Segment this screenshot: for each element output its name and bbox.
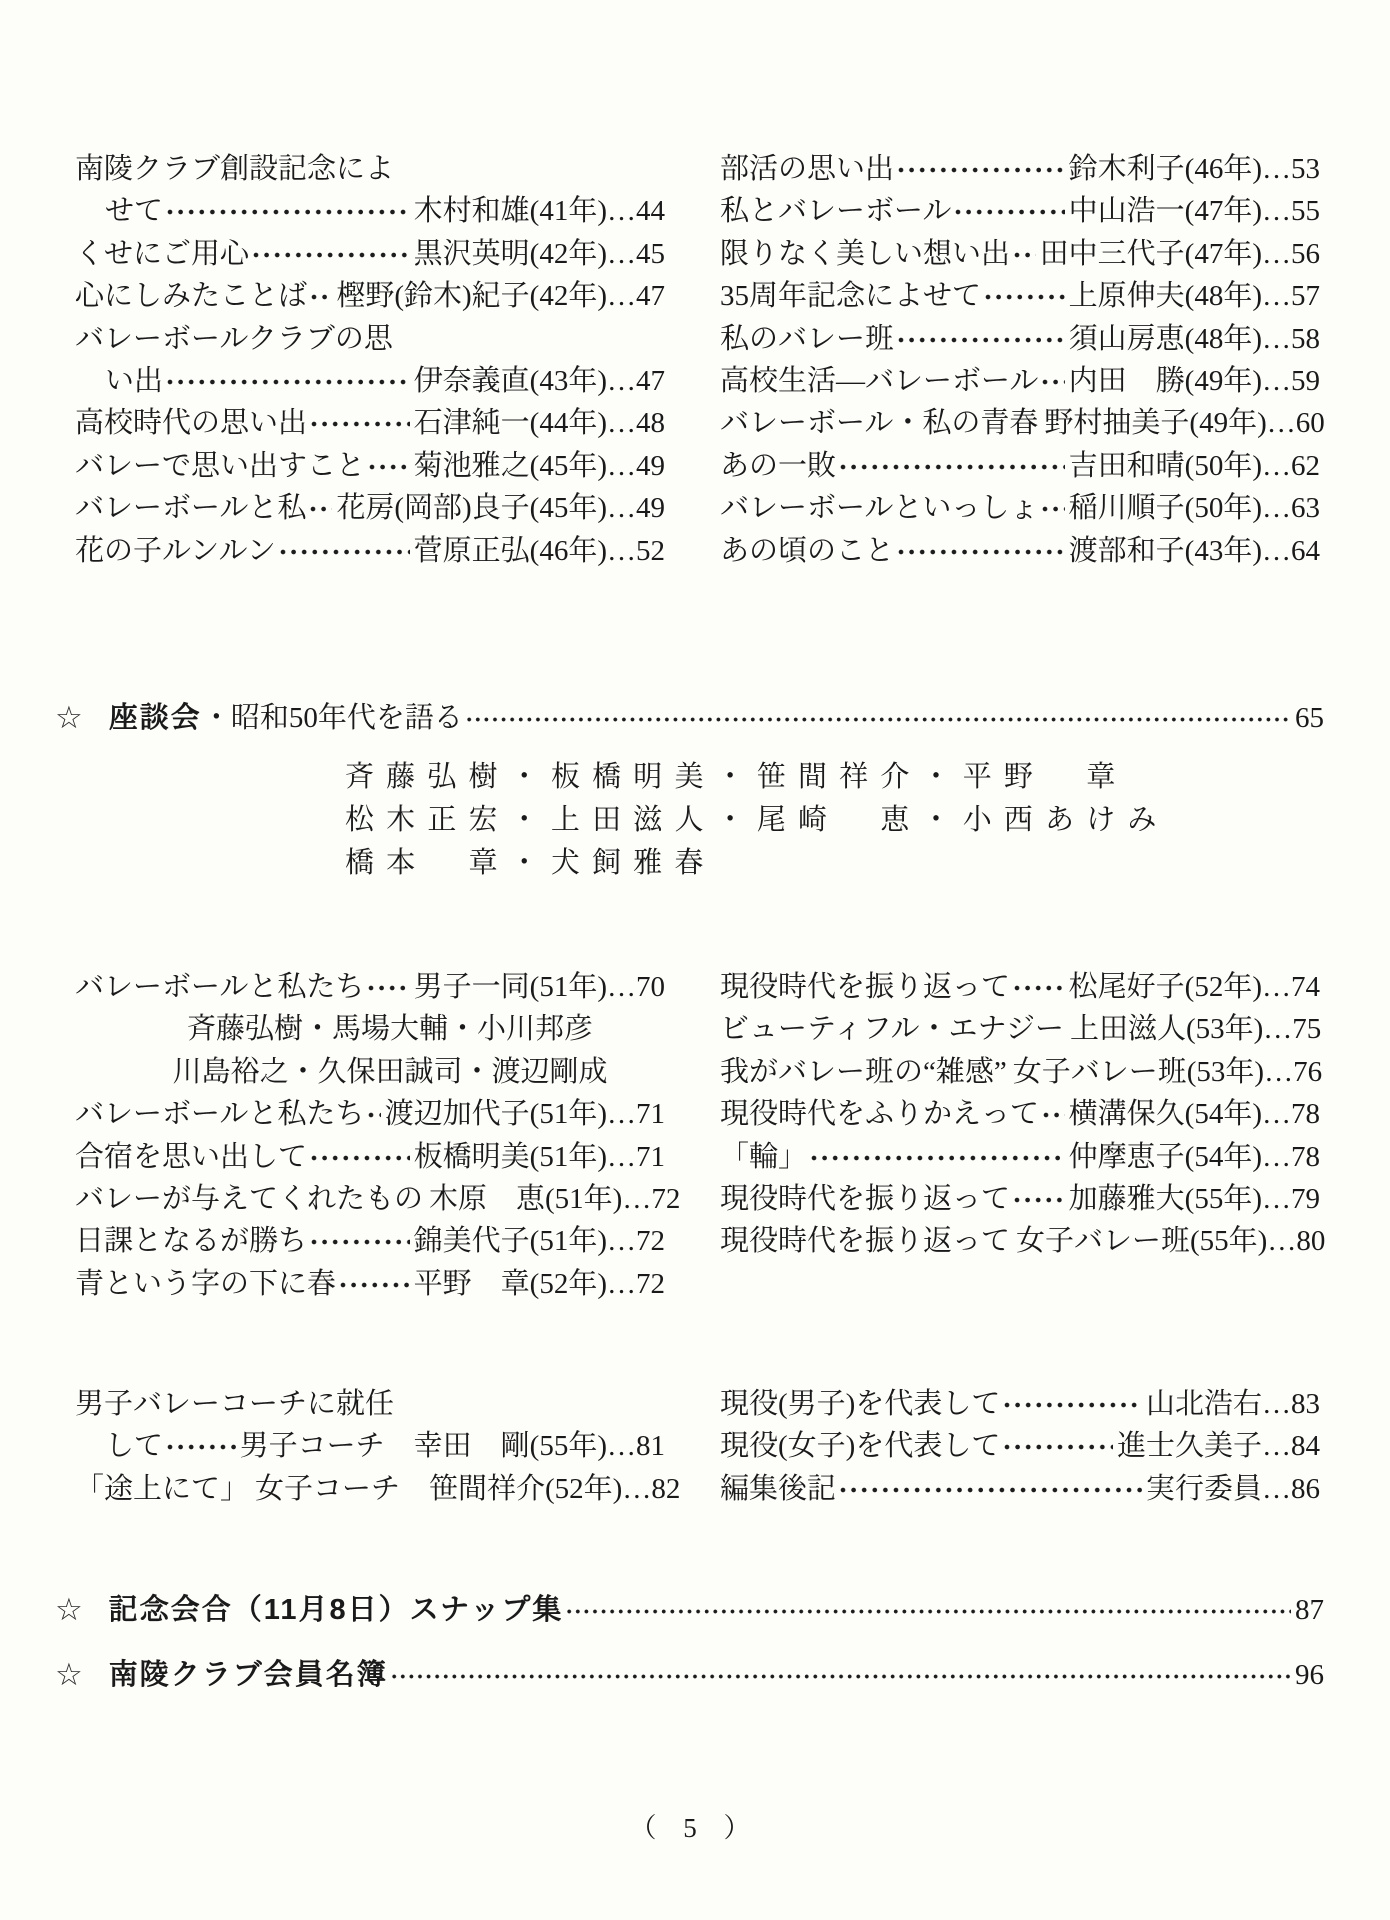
entry-page-ref: 82 xyxy=(651,1472,681,1505)
appendix-entry xyxy=(55,1588,1324,1632)
toc-entry xyxy=(720,1093,1320,1135)
entry-author: 平野 章(52年) xyxy=(413,1267,607,1300)
entry-title: 35周年記念によせて xyxy=(720,280,982,313)
entry-title: 私のバレー班 xyxy=(720,322,895,355)
entry-page-ref: 64 xyxy=(1291,534,1320,567)
entry-page-ref: 62 xyxy=(1291,449,1320,482)
toc-entry xyxy=(75,1263,665,1305)
leader-separator: … xyxy=(1262,534,1291,567)
entry-author: 須山房恵(48年) xyxy=(1068,322,1262,355)
toc-entry xyxy=(75,1220,665,1262)
entry-page-ref: 71 xyxy=(636,1098,665,1131)
entry-title: 花の子ルンルン xyxy=(75,534,276,567)
dot-leader xyxy=(894,318,1069,360)
dot-leader xyxy=(364,966,413,1008)
appendix-title: 記念会合（11月8日）スナップ集 xyxy=(108,1594,564,1626)
entry-page-ref: 45 xyxy=(636,237,665,270)
dot-leader xyxy=(1038,360,1068,402)
toc-entry xyxy=(720,190,1320,232)
leader-separator: … xyxy=(1262,237,1291,270)
entry-page-ref: 72 xyxy=(636,1267,665,1300)
entry-title: くせにご用心 xyxy=(75,237,250,270)
dot-leader xyxy=(1038,487,1068,529)
leader-separator: … xyxy=(607,534,636,567)
dot-leader xyxy=(563,1588,1295,1632)
leader-separator: … xyxy=(1262,971,1291,1003)
toc-block-memories-2 xyxy=(75,966,1326,1305)
dot-leader xyxy=(423,1178,429,1220)
entry-author: 実行委員 xyxy=(1145,1472,1262,1505)
appendix-title: 南陵クラブ会員名簿 xyxy=(108,1659,388,1691)
entry-title: 日課となるが勝ち xyxy=(75,1225,308,1258)
leader-separator: … xyxy=(607,1140,636,1173)
leader-separator: … xyxy=(1264,1055,1294,1088)
entry-page-ref: 72 xyxy=(651,1183,681,1216)
toc-wrapped-title-line xyxy=(75,148,665,190)
entry-page-ref: 80 xyxy=(1296,1225,1326,1258)
toc-entry xyxy=(720,1178,1320,1220)
toc-entry xyxy=(75,1468,681,1510)
roundtable-participants xyxy=(345,756,1324,885)
toc-entry xyxy=(720,318,1320,360)
toc-entry xyxy=(75,1425,665,1467)
entry-author: 黒沢英明(42年) xyxy=(413,237,607,270)
entry-author: 上田滋人(53年) xyxy=(1069,1013,1264,1046)
entry-page-ref: 84 xyxy=(1291,1430,1320,1463)
roundtable-subtitle: ・昭和50年代を語る xyxy=(201,702,463,734)
toc-entry xyxy=(75,360,665,402)
toc-entry xyxy=(720,1051,1323,1093)
dot-leader xyxy=(307,275,336,317)
appendix-entry xyxy=(55,1653,1324,1697)
toc-entry xyxy=(75,966,665,1008)
dot-leader xyxy=(1064,1008,1070,1050)
dot-leader xyxy=(1010,966,1069,1008)
dot-leader xyxy=(1039,1093,1069,1135)
entry-title: バレーボールといっしょ xyxy=(720,492,1039,525)
entry-author: 伊奈義直(43年) xyxy=(413,365,607,398)
entry-title: 現役(男子)を代表して xyxy=(720,1388,1001,1420)
dot-leader xyxy=(163,360,414,402)
entry-author: 男子コーチ 幸田 剛(55年) xyxy=(239,1430,607,1463)
entry-title: 「途上にて」 xyxy=(75,1472,250,1505)
entry-title: 現役時代を振り返って xyxy=(720,1225,1011,1258)
leader-separator: … xyxy=(1262,1140,1291,1173)
entry-page-ref: 78 xyxy=(1291,1098,1320,1131)
dot-leader xyxy=(306,487,336,529)
entry-author: 菅原正弘(46年) xyxy=(413,534,607,567)
toc-wrapped-title-line xyxy=(75,1383,665,1425)
toc-block2-right-column xyxy=(720,966,1326,1305)
entry-title: バレーボールと私たち xyxy=(75,971,365,1003)
dot-leader xyxy=(807,1136,1069,1178)
leader-separator: … xyxy=(607,449,636,482)
entry-page-ref: 72 xyxy=(636,1225,665,1258)
entry-page-ref: 71 xyxy=(636,1140,665,1173)
entry-title: して xyxy=(105,1430,164,1463)
dot-leader xyxy=(894,148,1069,190)
leader-separator: … xyxy=(1266,407,1296,440)
leader-separator: … xyxy=(607,492,636,525)
toc-wrapped-title-line xyxy=(75,318,665,360)
leader-separator: … xyxy=(1262,1098,1291,1131)
entry-title: 部活の思い出 xyxy=(720,153,895,185)
dot-leader xyxy=(364,1093,384,1135)
participant-names-line: 斉藤弘樹・板橋明美・笹間祥介・平野 章 xyxy=(345,761,1128,793)
toc-entry xyxy=(75,1178,681,1220)
entry-page-ref: 56 xyxy=(1291,237,1320,270)
leader-separator: … xyxy=(1262,280,1291,313)
entry-title: ビューティフル・エナジー xyxy=(720,1013,1064,1046)
contributor-names: 川島裕之・久保田誠司・渡辺剛成 xyxy=(172,1055,608,1088)
entry-author: 女子バレー班(55年) xyxy=(1016,1225,1268,1258)
entry-author: 渡部和子(43年) xyxy=(1068,534,1262,567)
entry-author: 花房(岡部)良子(45年) xyxy=(336,492,607,525)
entry-author: 仲摩恵子(54年) xyxy=(1068,1140,1262,1173)
entry-title: 「輪」 xyxy=(720,1140,808,1173)
toc-entry xyxy=(720,1468,1320,1510)
leader-separator: … xyxy=(1262,1472,1291,1505)
participant-names-line: 橋本 章・犬飼雅春 xyxy=(345,847,716,879)
dot-leader xyxy=(276,530,414,572)
dot-leader xyxy=(249,1468,255,1510)
dot-leader xyxy=(307,1220,414,1262)
entry-author: 女子バレー班(53年) xyxy=(1012,1055,1265,1088)
leader-separator: … xyxy=(607,971,636,1003)
leader-separator: … xyxy=(1262,1183,1291,1216)
dot-leader xyxy=(836,445,1069,487)
entry-title: バレーで思い出すこと xyxy=(75,449,366,482)
toc-entry xyxy=(75,530,665,572)
leader-separator: … xyxy=(1262,195,1291,228)
leader-separator: … xyxy=(1262,1430,1291,1463)
toc-entry xyxy=(720,402,1325,444)
toc-entry xyxy=(75,445,665,487)
dot-leader xyxy=(388,1653,1295,1697)
toc-entry xyxy=(720,1136,1320,1178)
toc-block3-right-column xyxy=(720,1383,1320,1510)
entry-title: 現役時代を振り返って xyxy=(720,971,1011,1003)
leader-separator: … xyxy=(607,237,636,270)
wrapped-title-text: バレーボールクラブの思 xyxy=(75,322,393,355)
entry-title: バレーボール・私の青春 xyxy=(720,407,1039,440)
leader-separator: … xyxy=(607,1098,636,1131)
toc-block1-right-column xyxy=(720,148,1325,572)
toc-entry xyxy=(720,966,1320,1008)
entry-author: 石津純一(44年) xyxy=(413,407,607,440)
toc-entry xyxy=(720,530,1320,572)
appendix-sections xyxy=(55,1588,1324,1718)
dot-leader xyxy=(1007,1051,1013,1093)
dot-leader xyxy=(1010,233,1040,275)
entry-page-ref: 48 xyxy=(636,407,665,440)
toc-block3-left-column xyxy=(75,1383,681,1510)
entry-author: 吉田和晴(50年) xyxy=(1068,449,1262,482)
toc-entry xyxy=(75,233,665,275)
roundtable-section xyxy=(55,696,1324,885)
toc-entry xyxy=(720,1220,1326,1262)
entry-page-ref: 53 xyxy=(1291,153,1320,185)
entry-title: せて xyxy=(105,195,164,228)
leader-separator: … xyxy=(607,407,636,440)
toc-block1-left-column xyxy=(75,148,665,572)
entry-page-ref: 75 xyxy=(1292,1013,1322,1046)
star-icon: ☆ xyxy=(55,700,83,736)
entry-author: 松尾好子(52年) xyxy=(1068,971,1262,1003)
entry-author: 横溝保久(54年) xyxy=(1068,1098,1262,1131)
leader-separator: … xyxy=(607,1430,636,1463)
leader-separator: … xyxy=(607,1225,636,1258)
entry-title: 現役時代を振り返って xyxy=(720,1183,1011,1216)
entry-author: 田中三代子(47年) xyxy=(1039,237,1262,270)
leader-separator: … xyxy=(622,1472,652,1505)
entry-page-ref: 52 xyxy=(636,534,665,567)
entry-title: あの一敗 xyxy=(720,449,837,482)
entry-page-ref: 60 xyxy=(1295,407,1325,440)
toc-block-coaches-representatives xyxy=(75,1383,1320,1510)
appendix-page-ref: 96 xyxy=(1295,1659,1324,1691)
entry-author: 男子一同(51年) xyxy=(413,971,607,1003)
entry-page-ref: 63 xyxy=(1291,492,1320,525)
entry-author: 木村和雄(41年) xyxy=(413,195,607,228)
toc-entry xyxy=(720,360,1320,402)
dot-leader xyxy=(1010,1220,1016,1262)
toc-entry xyxy=(720,1425,1320,1467)
entry-author: 鈴木利子(46年) xyxy=(1068,153,1262,185)
leader-separator: … xyxy=(607,195,636,228)
entry-author: 木原 恵(51年) xyxy=(429,1183,623,1216)
entry-author: 渡辺加代子(51年) xyxy=(384,1098,607,1131)
toc-contributor-names-line xyxy=(75,1008,665,1050)
entry-title: い出 xyxy=(105,365,164,398)
appendix-page-ref: 87 xyxy=(1295,1594,1324,1626)
entry-author: 樫野(鈴木)紀子(42年) xyxy=(336,280,607,313)
leader-separator: … xyxy=(1263,1013,1293,1046)
toc-entry xyxy=(720,445,1320,487)
entry-author: 女子コーチ 笹間祥介(52年) xyxy=(255,1472,623,1505)
dot-leader xyxy=(1000,1383,1146,1425)
dot-leader xyxy=(163,1425,240,1467)
entry-author: 山北浩右 xyxy=(1145,1388,1262,1420)
toc-entry xyxy=(720,233,1320,275)
leader-separator: … xyxy=(1262,492,1291,525)
toc-entry xyxy=(75,275,665,317)
dot-leader xyxy=(1000,1425,1117,1467)
toc-entry xyxy=(75,1093,665,1135)
entry-author: 加藤雅大(55年) xyxy=(1068,1183,1262,1216)
entry-title: バレーボールと私 xyxy=(75,492,307,525)
entry-author: 野村抽美子(49年) xyxy=(1044,407,1267,440)
dot-leader xyxy=(981,275,1069,317)
toc-entry xyxy=(75,402,665,444)
entry-page-ref: 57 xyxy=(1291,280,1320,313)
toc-entry xyxy=(720,275,1320,317)
wrapped-title-text: 南陵クラブ創設記念によ xyxy=(75,153,395,185)
dot-leader xyxy=(1010,1178,1069,1220)
entry-page-ref: 59 xyxy=(1291,365,1320,398)
dot-leader xyxy=(951,190,1068,232)
entry-page-ref: 58 xyxy=(1291,322,1320,355)
toc-entry xyxy=(75,1136,665,1178)
entry-page-ref: 47 xyxy=(636,280,665,313)
roundtable-title: 座談会 xyxy=(108,702,202,734)
entry-author: 菊池雅之(45年) xyxy=(413,449,607,482)
dot-leader xyxy=(307,1136,414,1178)
entry-title: 我がバレー班の“雑感” xyxy=(720,1055,1007,1088)
toc-entry xyxy=(720,1383,1320,1425)
entry-title: 限りなく美しい想い出 xyxy=(720,237,1011,270)
entry-title: 心にしみたことば xyxy=(75,280,308,313)
entry-author: 上原伸夫(48年) xyxy=(1068,280,1262,313)
entry-title: 合宿を思い出して xyxy=(75,1140,308,1173)
entry-page-ref: 86 xyxy=(1291,1472,1320,1505)
leader-separator: … xyxy=(1262,365,1291,398)
dot-leader xyxy=(365,445,414,487)
entry-title: 高校時代の思い出 xyxy=(75,407,308,440)
dot-leader xyxy=(1038,402,1044,444)
participant-names-line: 松木正宏・上田滋人・尾崎 恵・小西あけみ xyxy=(345,804,1169,836)
entry-page-ref: 49 xyxy=(636,492,665,525)
leader-separator: … xyxy=(1262,153,1291,185)
toc-entry xyxy=(720,487,1320,529)
star-icon: ☆ xyxy=(55,1657,83,1693)
roundtable-heading-row xyxy=(55,696,1324,740)
entry-author: 中山浩一(47年) xyxy=(1068,195,1262,228)
leader-separator: … xyxy=(1262,1388,1291,1420)
entry-author: 内田 勝(49年) xyxy=(1068,365,1262,398)
leader-separator: … xyxy=(1262,322,1291,355)
entry-page-ref: 44 xyxy=(636,195,665,228)
entry-title: あの頃のこと xyxy=(720,534,895,567)
entry-page-ref: 55 xyxy=(1291,195,1320,228)
dot-leader xyxy=(463,696,1295,740)
entry-title: バレーが与えてくれたもの xyxy=(75,1183,424,1216)
entry-title: 編集後記 xyxy=(720,1472,837,1505)
roundtable-page-ref: 65 xyxy=(1295,702,1324,734)
entry-page-ref: 74 xyxy=(1291,971,1320,1003)
dot-leader xyxy=(836,1468,1146,1510)
toc-block-memories-1 xyxy=(75,148,1325,572)
entry-author: 錦美代子(51年) xyxy=(413,1225,607,1258)
entry-page-ref: 78 xyxy=(1291,1140,1320,1173)
leader-separator: … xyxy=(1267,1225,1297,1258)
leader-separator: … xyxy=(1262,449,1291,482)
dot-leader xyxy=(894,530,1069,572)
toc-contributor-names-line xyxy=(75,1051,665,1093)
toc-entry xyxy=(75,487,665,529)
leader-separator: … xyxy=(607,1267,636,1300)
entry-title: 私とバレーボール xyxy=(720,195,952,228)
entry-title: 現役時代をふりかえって xyxy=(720,1098,1040,1131)
dot-leader xyxy=(163,190,414,232)
entry-title: 高校生活―バレーボール xyxy=(720,365,1039,398)
contributor-names: 斉藤弘樹・馬場大輔・小川邦彦 xyxy=(186,1013,593,1046)
entry-page-ref: 76 xyxy=(1293,1055,1323,1088)
entry-page-ref: 47 xyxy=(636,365,665,398)
toc-entry xyxy=(720,1008,1320,1050)
dot-leader xyxy=(249,233,414,275)
leader-separator: … xyxy=(622,1183,652,1216)
leader-separator: … xyxy=(607,365,636,398)
dot-leader xyxy=(307,402,414,444)
entry-page-ref: 70 xyxy=(636,971,665,1003)
entry-title: 青という字の下に春 xyxy=(75,1267,337,1300)
entry-page-ref: 49 xyxy=(636,449,665,482)
toc-entry xyxy=(75,190,665,232)
entry-page-ref: 83 xyxy=(1291,1388,1320,1420)
entry-title: バレーボールと私たち xyxy=(75,1098,365,1131)
entry-author: 板橋明美(51年) xyxy=(413,1140,607,1173)
star-icon: ☆ xyxy=(55,1592,83,1628)
entry-author: 稲川順子(50年) xyxy=(1068,492,1262,525)
toc-entry xyxy=(720,148,1320,190)
entry-page-ref: 79 xyxy=(1291,1183,1320,1216)
page-number: （ 5 ） xyxy=(629,1813,761,1843)
entry-title: 現役(女子)を代表して xyxy=(720,1430,1001,1463)
leader-separator: … xyxy=(607,280,636,313)
dot-leader xyxy=(336,1263,414,1305)
toc-block2-left-column xyxy=(75,966,681,1305)
entry-page-ref: 81 xyxy=(636,1430,665,1463)
wrapped-title-text: 男子バレーコーチに就任 xyxy=(75,1388,395,1420)
entry-author: 進士久美子 xyxy=(1116,1430,1262,1463)
